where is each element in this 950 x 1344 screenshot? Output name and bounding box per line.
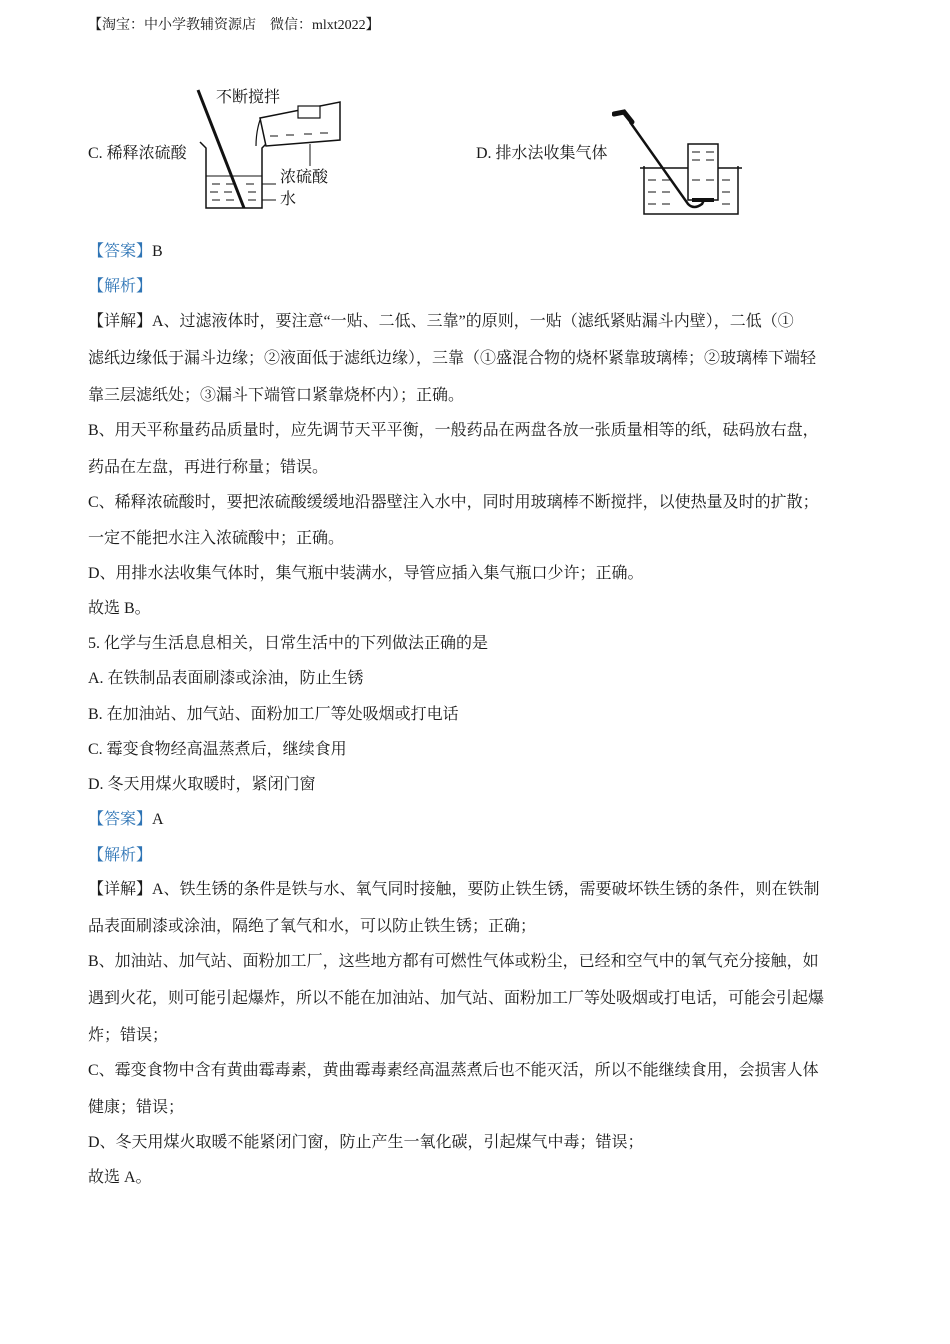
figure-water-displacement — [612, 108, 744, 218]
q4-answer — [88, 242, 163, 262]
q5-detail-line: C、霉变食物中含有黄曲霉毒素，黄曲霉毒素经高温蒸煮后也不能灭活，所以不能继续食用，会损害人体 — [88, 1062, 819, 1079]
label-concentrated-acid: 浓硫酸 — [280, 167, 329, 186]
q5-detail-line: B、加油站、加气站、面粉加工厂，这些地方都有可燃性气体或粉尘，已经和空气中的氧气充分接触，如 — [88, 953, 819, 970]
q4-analysis-tag: 【解析】 — [88, 278, 153, 295]
label-stir: 不断搅拌 — [216, 87, 281, 106]
q5-answer — [88, 810, 164, 830]
option-c-label: C. 稀释浓硫酸 — [88, 145, 187, 162]
q4-detail-line: D、用排水法收集气体时，集气瓶中装满水，导管应插入集气瓶口少许；正确。 — [88, 565, 644, 582]
q4-detail-line: 【详解】A、过滤液体时，要注意“一贴、二低、三靠”的原则，一贴（滤纸紧贴漏斗内壁），二低（① — [88, 313, 794, 330]
q4-answer-tag: 【答案】 — [88, 243, 153, 260]
q5-detail-line: 【详解】A、铁生锈的条件是铁与水、氧气同时接触，要防止铁生锈，需要破坏铁生锈的条件，则在铁制 — [88, 881, 820, 898]
q4-detail-line: 滤纸边缘低于漏斗边缘；②液面低于滤纸边缘），三靠（①盛混合物的烧杯紧靠玻璃棒；②玻璃棒下端轻 — [88, 350, 817, 367]
q5-option-d: D. 冬天用煤火取暖时，紧闭门窗 — [88, 776, 316, 793]
q5-option-a: A. 在铁制品表面刷漆或涂油，防止生锈 — [88, 670, 364, 687]
option-d-label: D. 排水法收集气体 — [476, 145, 608, 162]
q5-stem: 5. 化学与生活息息相关，日常生活中的下列做法正确的是 — [88, 635, 489, 652]
figure-dilute-sulfuric-acid — [190, 80, 350, 216]
q4-conclusion: 故选 B。 — [88, 600, 151, 617]
q5-conclusion: 故选 A。 — [88, 1169, 152, 1186]
q5-answer-value: A — [152, 811, 164, 828]
q5-detail-line: 健康；错误； — [88, 1099, 185, 1116]
label-water: 水 — [280, 189, 297, 208]
page-header-watermark: 【淘宝：中小学教辅资源店 微信：mlxt2022】 — [88, 18, 380, 33]
q4-detail-line: C、稀释浓硫酸时，要把浓硫酸缓缓地沿器壁注入水中，同时用玻璃棒不断搅拌，以使热量及时的扩散； — [88, 494, 819, 511]
q5-detail-line: D、冬天用煤火取暖不能紧闭门窗，防止产生一氧化碳，引起煤气中毒；错误； — [88, 1134, 644, 1151]
q5-detail-line: 遇到火花，则可能引起爆炸，所以不能在加油站、加气站、面粉加工厂等处吸烟或打电话，可能会引起爆 — [88, 990, 825, 1007]
q5-answer-tag: 【答案】 — [88, 811, 153, 828]
q5-analysis-tag: 【解析】 — [88, 847, 153, 864]
q4-detail-line: 靠三层滤纸处；③漏斗下端管口紧靠烧杯内）；正确。 — [88, 387, 465, 404]
q4-answer-value: B — [152, 243, 163, 260]
q5-detail-line: 炸；错误； — [88, 1027, 169, 1044]
q4-detail-line: B、用天平称量药品质量时，应先调节天平平衡，一般药品在两盘各放一张质量相等的纸，砝码放右盘， — [88, 422, 819, 439]
q4-detail-line: 一定不能把水注入浓硫酸中；正确。 — [88, 530, 345, 547]
q5-detail-line: 品表面刷漆或涂油，隔绝了氧气和水，可以防止铁生锈；正确； — [88, 918, 537, 935]
q5-option-c: C. 霉变食物经高温蒸煮后，继续食用 — [88, 741, 347, 758]
q5-option-b: B. 在加油站、加气站、面粉加工厂等处吸烟或打电话 — [88, 706, 459, 723]
q4-detail-line: 药品在左盘，再进行称量；错误。 — [88, 459, 329, 476]
